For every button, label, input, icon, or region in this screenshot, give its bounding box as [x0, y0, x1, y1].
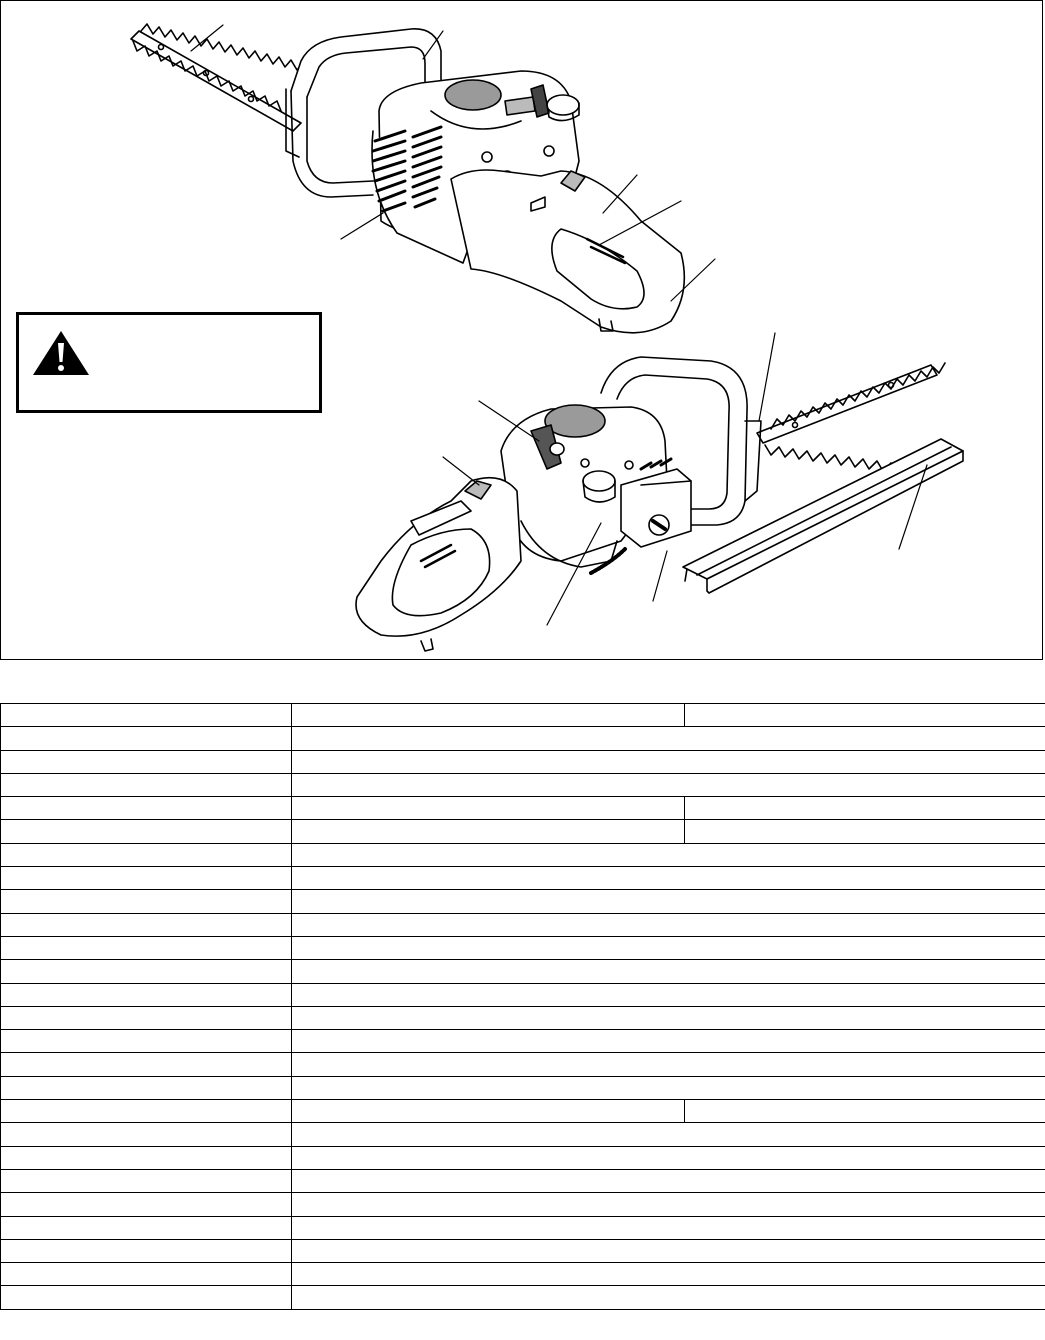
- table-row: [1, 704, 1045, 727]
- table-row: [1, 1100, 1045, 1123]
- warning-triangle-icon: [31, 329, 91, 379]
- spec-label-cell: [1, 1146, 292, 1169]
- spec-label-cell: [1, 727, 292, 750]
- spec-label-cell: [1, 936, 292, 959]
- spec-value-cell: [292, 936, 1045, 959]
- spec-value-cell: [292, 1053, 1045, 1076]
- spec-label-cell: [1, 750, 292, 773]
- spec-value-cell: [292, 704, 685, 727]
- table-row: [1, 960, 1045, 983]
- table-row: [1, 797, 1045, 820]
- table-row: [1, 1239, 1045, 1262]
- spec-label-cell: [1, 773, 292, 796]
- spec-value-cell: [292, 913, 1045, 936]
- spec-label-cell: [1, 1169, 292, 1192]
- table-row: [1, 1169, 1045, 1192]
- table-row: [1, 1006, 1045, 1029]
- spec-label-cell: [1, 1053, 292, 1076]
- spec-label-cell: [1, 1123, 292, 1146]
- spec-label-cell: [1, 1193, 292, 1216]
- spec-value-cell: [292, 1100, 685, 1123]
- spec-label-cell: [1, 1006, 292, 1029]
- spec-label-cell: [1, 704, 292, 727]
- table-row: [1, 1123, 1045, 1146]
- spec-label-cell: [1, 1076, 292, 1099]
- table-row: [1, 913, 1045, 936]
- spec-value-cell: [292, 1030, 1045, 1053]
- spec-label-cell: [1, 1216, 292, 1239]
- upper-blade: [131, 24, 309, 131]
- table-row: [1, 1263, 1045, 1286]
- spec-value-cell: [292, 867, 1045, 890]
- upper-hedge-trimmer-view: [131, 24, 715, 333]
- table-row: [1, 750, 1045, 773]
- table-row: [1, 1146, 1045, 1169]
- specification-table: [0, 703, 1045, 1310]
- spec-label-cell: [1, 820, 292, 843]
- spec-value-cell: [292, 773, 1045, 796]
- spec-value-cell: [292, 727, 1045, 750]
- table-row: [1, 1193, 1045, 1216]
- table-row: [1, 936, 1045, 959]
- table-row: [1, 1030, 1045, 1053]
- spec-value-cell: [685, 820, 1045, 843]
- spec-label-cell: [1, 913, 292, 936]
- lower-hedge-trimmer-view: [356, 333, 963, 651]
- spec-label-cell: [1, 1263, 292, 1286]
- spec-value-cell: [292, 1146, 1045, 1169]
- spec-value-cell: [292, 1006, 1045, 1029]
- spec-value-cell: [685, 1100, 1045, 1123]
- lower-rear-handle: [356, 478, 521, 651]
- spec-value-cell: [292, 1193, 1045, 1216]
- figure-frame: [0, 0, 1043, 660]
- spec-value-cell: [292, 983, 1045, 1006]
- spec-value-cell: [292, 820, 685, 843]
- table-row: [1, 1216, 1045, 1239]
- spec-value-cell: [292, 890, 1045, 913]
- spec-label-cell: [1, 867, 292, 890]
- spec-label-cell: [1, 890, 292, 913]
- spec-label-cell: [1, 843, 292, 866]
- spec-value-cell: [292, 960, 1045, 983]
- spec-label-cell: [1, 960, 292, 983]
- warning-box: [16, 312, 322, 413]
- spec-label-cell: [1, 1030, 292, 1053]
- spec-value-cell: [292, 1076, 1045, 1099]
- table-row: [1, 727, 1045, 750]
- spec-value-cell: [292, 1263, 1045, 1286]
- spec-value-cell: [292, 1239, 1045, 1262]
- spec-label-cell: [1, 1100, 292, 1123]
- spec-value-cell: [685, 704, 1045, 727]
- table-row: [1, 1076, 1045, 1099]
- table-row: [1, 820, 1045, 843]
- table-row: [1, 773, 1045, 796]
- spec-value-cell: [292, 1123, 1045, 1146]
- table-row: [1, 867, 1045, 890]
- spec-label-cell: [1, 983, 292, 1006]
- spec-label-cell: [1, 1286, 292, 1309]
- table-row: [1, 983, 1045, 1006]
- spec-value-cell: [292, 1286, 1045, 1309]
- spec-value-cell: [685, 797, 1045, 820]
- table-row: [1, 890, 1045, 913]
- table-row: [1, 843, 1045, 866]
- spec-label-cell: [1, 797, 292, 820]
- spec-value-cell: [292, 843, 1045, 866]
- spec-label-cell: [1, 1239, 292, 1262]
- table-row: [1, 1286, 1045, 1309]
- lower-engine: [501, 405, 691, 573]
- spec-value-cell: [292, 1169, 1045, 1192]
- upper-rear-handle: [451, 170, 684, 333]
- table-row: [1, 1053, 1045, 1076]
- spec-value-cell: [292, 750, 1045, 773]
- spec-value-cell: [292, 1216, 1045, 1239]
- spec-value-cell: [292, 797, 685, 820]
